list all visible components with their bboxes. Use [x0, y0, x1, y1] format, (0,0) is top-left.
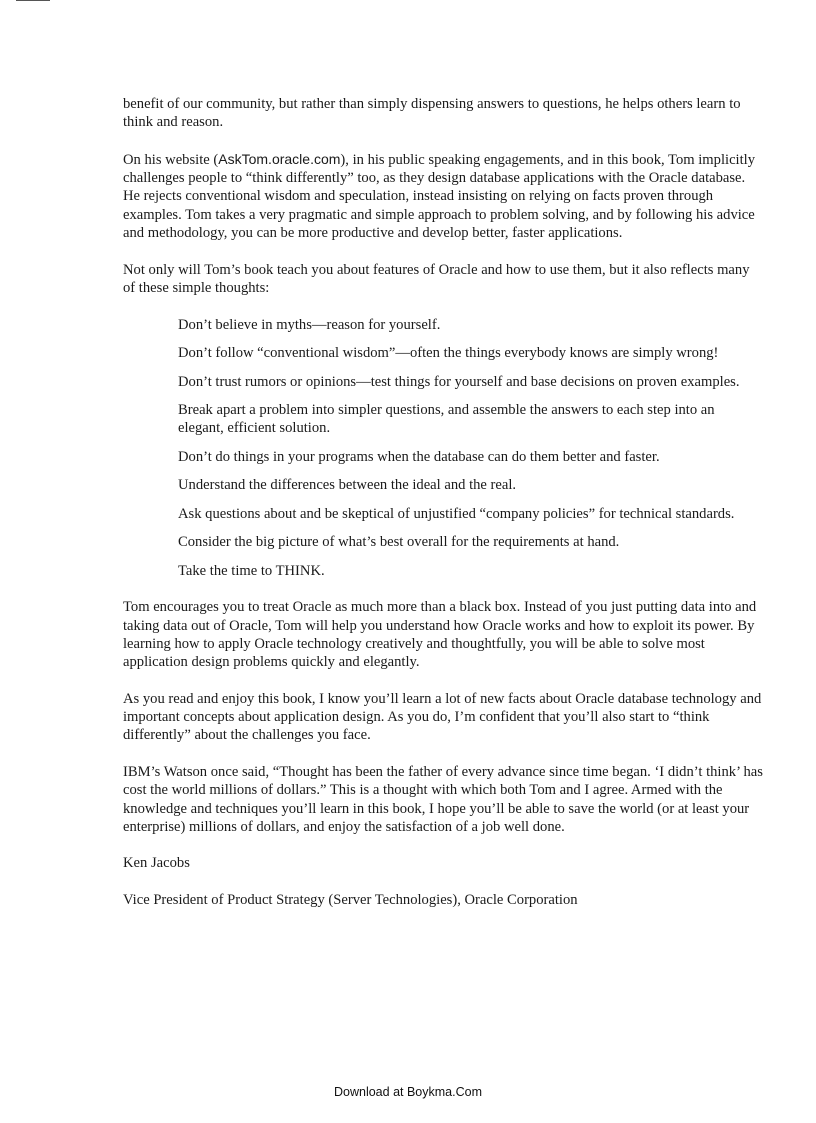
- paragraph-5: As you read and enjoy this book, I know you’ll learn a lot of new facts about Oracle database technology and important concepts about application design. As you do, I’m confident that you’ll also start to “think differently” about the challenges you face.: [123, 690, 762, 744]
- list-item: Consider the big picture of what’s best overall for the requirements at hand.: [178, 534, 620, 551]
- top-rule: [16, 0, 50, 1]
- list-item: Understand the differences between the ideal and the real.: [178, 477, 517, 494]
- list-item: Take the time to THINK.: [178, 562, 325, 579]
- author-title: Vice President of Product Strategy (Server Technologies), Oracle Corporation: [123, 892, 578, 909]
- list-item: Don’t follow “conventional wisdom”—often the things everybody knows are simply wrong!: [178, 345, 719, 362]
- paragraph-3: Not only will Tom’s book teach you about features of Oracle and how to use them, but it also reflects many of these simple thoughts:: [123, 261, 750, 296]
- list-item: Ask questions about and be skeptical of unjustified “company policies” for technical standards.: [178, 505, 735, 522]
- paragraph-4: Tom encourages you to treat Oracle as much more than a black box. Instead of you just putting data into and taking data out of Oracle, Tom will help you understand how Oracle works and how to exploit its power. By learning how to apply Oracle technology creatively and thoughtfully, you will be able to solve most application design problems quickly and elegantly.: [123, 599, 757, 671]
- list-item: Don’t trust rumors or opinions—test things for yourself and base decisions on proven examples.: [178, 373, 740, 390]
- paragraph-2-rest: ), in his public speaking engagements, and in this book, Tom implicitly challenges people to “think differently” too, as they design database applications with the Oracle database. He rejects conventional wisdom and speculation, instead insisting on relying on facts proven through examples. Tom takes a very pragmatic and simple approach to problem solving, and by following his advice and methodology, you can be more productive and develop better, faster applications.: [123, 151, 756, 242]
- paragraph-6: IBM’s Watson once said, “Thought has been the father of every advance since time began. ‘I didn’t think’ has cost the world millions of dollars.” This is a thought with which both Tom and I agree. Armed with the knowledge and techniques you’ll learn in this book, I hope you’ll be able to save the world (or at least your enterprise) millions of dollars, and enjoy the satisfaction of a job well done.: [123, 764, 763, 835]
- paragraph-1: benefit of our community, but rather than simply dispensing answers to questions, he helps others learn to think and reason.: [123, 96, 741, 131]
- author-name: Ken Jacobs: [123, 855, 190, 872]
- thoughts-list: [123, 316, 763, 580]
- page-content: [123, 95, 763, 928]
- footer-download-link[interactable]: Download at Boykma.Com: [334, 1085, 482, 1099]
- paragraph-2: [123, 150, 763, 242]
- asktom-url: AskTom.oracle.com: [218, 150, 341, 167]
- paragraph-2-start: On his website (: [123, 151, 219, 168]
- list-item: Don’t believe in myths—reason for yourself.: [178, 316, 441, 333]
- list-item: Don’t do things in your programs when the database can do them better and faster.: [178, 448, 660, 465]
- list-item: Break apart a problem into simpler questions, and assemble the answers to each step into an elegant, efficient solution.: [178, 402, 715, 437]
